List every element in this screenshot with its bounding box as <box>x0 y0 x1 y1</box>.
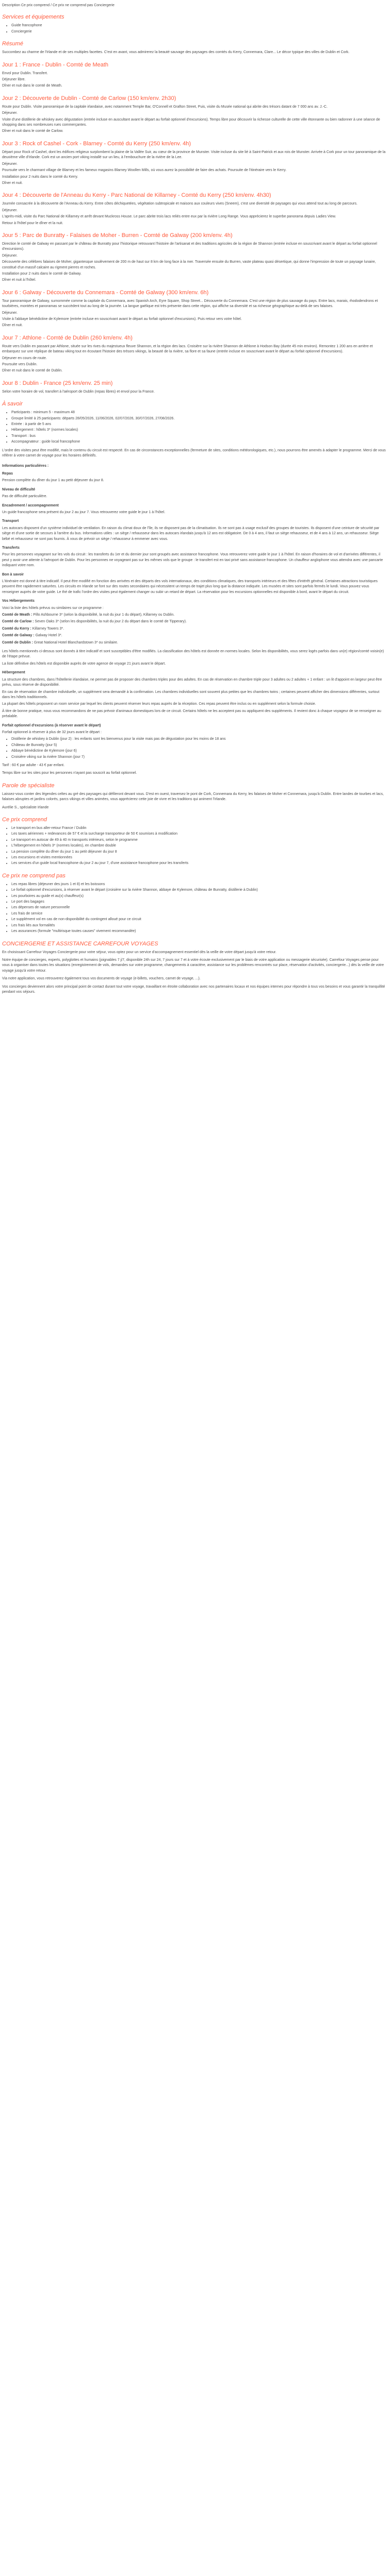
day-paragraph: Visite d'une distillerie de whiskey avec dégustation (entrée incluse en auscultant avant le départ au forfait optionnel d'excursions). Temps libre pour découvrir la richesse culturelle de cette ville étonnante ou bien radonner à une séance de shopping dans ses nombreuses rues commerçantes. <box>2 117 380 127</box>
ne-comprend-title: Ce prix ne comprend pas <box>2 872 66 879</box>
hotel-item <box>2 613 386 618</box>
day-3 <box>2 140 386 186</box>
hotel-region: Comté de Meath : <box>2 613 32 617</box>
list-item: • Conciergerie <box>11 29 386 35</box>
day-paragraph: Direction le comté de Galway en passant par le château de Bunratty pour l'historique retrouvant l'histoire de l'artisanat et des traditions agricoles de la région de Shannon (entrée incluse en souscrivant avant le départ au forfait optionnel d'excursions). <box>2 242 377 251</box>
hotel-text: Pillo Ashbourne 3* (selon la disponibilité, la nuit du jour 1 du départ), Killarney ou Dublin. <box>33 613 175 617</box>
animaux-text: À titre de bonne pratique, nous vous recommandons de ne pas prévoir d'animaux domestiques lors de ce circuit. Certains hôtels ne les acceptent pas ou appliquent des suppléments. Il revient donc à chaque voyageur de se renseigner au préalable. <box>2 709 381 719</box>
infos-block <box>2 471 386 735</box>
day-paragraph: Dîner et nuit dans le comté de Dublin. <box>2 369 63 373</box>
day-paragraph: Déjeuner. <box>2 311 18 315</box>
a-savoir-title: À savoir <box>2 401 23 408</box>
hotel-region: Comté du Kerry : <box>2 626 31 631</box>
list-item: • Croisière viking sur la rivière Shannon (jour 7) <box>11 755 386 760</box>
list-item: • Guide francophone <box>11 23 386 28</box>
hotel-text: Great National Hotel Blanchardstown 3* ou similaire. <box>34 640 118 645</box>
list-item: • Participants : minimum 5 - maximum 48 <box>11 410 386 415</box>
day-4 <box>2 192 386 226</box>
page <box>0 0 391 1003</box>
list-item: • Hébergement : hôtels 3* (normes locales) <box>11 428 386 433</box>
day-title: Jour 2 : Découverte de Dublin - Comté de Carlow (150 km/env. 2h30) <box>2 95 176 101</box>
hebergement-label: Hébergement <box>2 671 25 675</box>
list-item: • Abbaye bénédictine de Kylemore (jour 6) <box>11 749 386 754</box>
conciergerie-text: En choisissant Carrefour Voyages Conciergerie pour votre séjour, vous optez pour un service d'accompagnement essentiel dès la veille de votre départ jusqu'à votre retour. <box>2 950 276 954</box>
info-text: Les autocars disposent d'un système individuel de ventilation. En raison du climat doux de l'île, ils ne disposent pas de la climatisation. Ils ne sont pas à usage exclusif des groupes de touristes. Ils disposent d'une ceinture de sécurité par siège et d'une sortie de secours à l'arrière du bus. Informations utiles : un siège / rehausseur dans les autocars irlandais jusqu'à 12 ans est obligatoire. De 0 à 4 ans, il faut un siège rehausseur, et de 4 ans à 12 ans, un rehausseur. Siège bébé et rehausseur ne sont pas fournis. À vous de prévoir un siège / rehausseur à emmener avec vous. <box>2 526 380 541</box>
description-summary: Description Ce prix comprend / Ce prix ne comprend pas Conciergerie <box>2 4 115 7</box>
day-paragraph: Dîner et nuit à l'hôtel. <box>2 278 36 282</box>
services-title: Services et équipements <box>2 14 64 21</box>
list-item: • Les pourboires au guide et au(x) chauffeur(s) <box>11 894 386 899</box>
day-paragraph: Déjeuner en cours de route. <box>2 356 47 360</box>
day-1 <box>2 61 386 89</box>
list-item: • Les frais de service <box>11 911 386 917</box>
a-savoir-list <box>2 410 386 445</box>
conciergerie-text: Notre équipe de concierges, experts, polyglottes et humains (joignables 7 j/7, disponible 24h sur 24, 7 jours sur 7 et à votre écoute exclusivement par le biais de votre application ou messagerie sécurisée). Carrefour Voyages pense pour vous à organiser dans toutes les situations (enregistrement de vols, demandes sur votre programme, changements à caractère, assistance sur les problèmes rencontrés sur place, réservation d'activités, conciergerie...) dès la veille de votre voyage jusqu'à votre retour. <box>2 958 384 973</box>
list-item: • Les repas libres (déjeuner des jours 1 et 8) et les boissons <box>11 882 386 887</box>
list-item: • Le forfait optionnel d'excursions, à réserver avant le départ (croisière sur la rivière Shannon, abbaye de Kylemore, château de Bunratty, distillerie à Dublin) <box>11 888 386 893</box>
hotel-region: Comté de Galway : <box>2 634 35 638</box>
comprend-title: Ce prix comprend <box>2 817 47 823</box>
info-label: Encadrement / accompagnement <box>2 503 59 507</box>
day-paragraph: Déjeuner. <box>2 111 18 115</box>
day-5 <box>2 232 386 283</box>
forfait-note: Temps libre sur les sites pour les personnes n'ayant pas souscrit au forfait optionnel. <box>2 771 137 775</box>
day-2 <box>2 95 386 134</box>
hotel-text: Killarney Towers 3*. <box>32 626 64 631</box>
day-paragraph: Journée consacrée à la découverte de l'Anneau du Kerry. Entre côtes déchiquetées, végétation subtropicale et maisons aux couleurs vives (Sneem), c'est une diversité de paysages qui vous attend tout au long de parcours. <box>2 202 357 206</box>
day-paragraph: Route pour Dublin. Visite panoramique de la capitale irlandaise, avec notamment Temple Bar, O'Connell et Grafton Street, Puis, visite du Musée national qui abrite des trésors datant de 7 000 ans av. J.-C. <box>2 105 328 109</box>
day-7 <box>2 334 386 374</box>
day-title: Jour 4 : Découverte de l'Anneau du Kerry - Parc National de Killarney - Comté du Kerry (250 km/env. 4h30) <box>2 192 271 199</box>
conciergerie-text: Via notre application, vous retrouverez également tous vos documents de voyage (e-billets, vouchers, carnet de voyage, ...). <box>2 977 201 981</box>
day-paragraph: Installation pour 2 nuits dans le comté du Kerry. <box>2 175 78 179</box>
infos-title: Informations particulières : <box>2 464 49 468</box>
info-label: Niveau de difficulté <box>2 487 36 492</box>
day-paragraph: Installation pour 2 nuits dans le comté de Galway. <box>2 272 82 276</box>
resume-text: Succombez au charme de l'Irlande et de ses multiples facettes. C'est en avant, vous admirerez la beauté sauvage des paysages des comtés du Kerry, Connemara, Clare... Le décor typique des villes de Dublin et Cork. <box>2 50 350 55</box>
day-paragraph: Tour panoramique de Galway, surnommée comme la capitale du Connemara, avec Spanish Arch, Eyre Square, Shop Street... Découverte du Connemara. C'est une région de plus sauvage du pays. Entre lacs, marais, rhododendrons et tourbières, montées et panoramas se succèdent tout au long de la journée. La langue gaélique est très présente dans cette région, qui affiche sa diversité et sa richesse géographique au-delà de ses falaises. <box>2 299 378 309</box>
list-item: • Le supplément vol en cas de non-disponibilité du contingent alloué pour ce circuit <box>11 917 386 922</box>
hotels-note-2: La liste définitive des hôtels est disponible auprès de votre agence de voyage 21 jours avant le départ. <box>2 662 166 666</box>
day-6 <box>2 289 386 329</box>
info-label: Bon à savoir <box>2 572 24 577</box>
ne-comprend-list <box>2 882 386 935</box>
day-paragraph: Dîner et nuit dans le comté de Carlow. <box>2 129 63 133</box>
hotel-text: Seven Oaks 3* (selon les disponibilités, la nuit du jour 2 du départ dans le comté de Tipperary). <box>35 620 187 624</box>
day-8 <box>2 380 386 395</box>
day-paragraph: Découverte des célèbres falaises de Moher, gigantesque soulèvement de 200 m de haut sur 8 km de long face à la mer. Traversée ensuite du Burren, vaste plateau quasi désertique, qui donne l'impression de toute un paysage lunaire, constitué d'un massif calcaire au rigment pierres et roches. <box>2 260 376 269</box>
list-item: • Distillerie de whiskey à Dublin (jour 2) : les enfants sont les bienvenus pour la visite mais pas de dégustation pour les moins de 18 ans <box>11 737 386 742</box>
hotel-item <box>2 633 386 638</box>
list-item: • La pension complète du dîner du jour 1 au petit déjeuner du jour 8 <box>11 850 386 855</box>
list-item: • Château de Bunratty (jour 5) <box>11 743 386 748</box>
day-paragraph: Dîner et nuit. <box>2 324 23 328</box>
list-item: • Groupe limité à 25 participants: départs 28/05/2026, 11/06/2026, 02/07/2026, 30/07/2026, 27/08/2026. <box>11 416 386 421</box>
list-item: • Les dépenses de nature personnelle <box>11 905 386 910</box>
day-paragraph: Dîner et nuit. <box>2 181 23 185</box>
list-item: • Le port des bagages <box>11 900 386 905</box>
hotel-region: Comté de Dublin : <box>2 640 33 645</box>
forfait-tarif: Tarif : 60 € par adulte - 43 € par enfant. <box>2 763 65 767</box>
forfait-list <box>2 737 386 760</box>
hebergement-text: La plupart des hôtels proposent un room service par lequel les clients peuvent réserver leurs repas auprès de la réception. Ces repas peuvent être inclus ou en supplément selon la formule choisie. <box>2 702 316 706</box>
itinerary-note: L'ordre des visites peut être modifié, mais le contenu du circuit est respecté. En cas de circonstances exceptionnelles (fermeture de sites, conditions météorologiques, etc.), nous pourrons être amenés à adapter le programme. Merci de vous référer à votre carnet de voyage pour les horaires définitifs. <box>2 448 386 458</box>
day-title: Jour 6 : Galway - Découverte du Connemara - Comté de Galway (300 km/env. 6h) <box>2 289 209 296</box>
conciergerie-title: CONCIERGERIE ET ASSISTANCE CARREFOUR VOYAGES <box>2 940 158 947</box>
conciergerie-text: Vos concierges deviennent alors votre principal point de contact durant tout votre voyage, travaillant en étroite collaboration avec nos partenaires locaux et nos équipes internes pour répondre à tous vos besoins et vous garantir la tranquillité pendant vos séjours. <box>2 985 385 994</box>
resume-title: Résumé <box>2 41 23 47</box>
info-label: Transport <box>2 519 19 523</box>
info-text: Un guide francophone sera présent du jour 2 au jour 7. Vous retrouverez votre guide le jour 1 à l'hôtel. <box>2 510 166 514</box>
parole-title: Parole de spécialiste <box>2 782 55 789</box>
day-paragraph: L'après-midi, visite du Parc National de Killarney et arrêt devant Muckross House. Le parc abrite trois lacs reliés entre eux par la rivière Long Range. Vous apprécierez le superbe panorama depuis Ladies View. <box>2 215 336 219</box>
list-item: • Les excursions et visites mentionnées <box>11 855 386 860</box>
day-paragraph: Poursuite vers le charmant village de Blarney et les fameux magasins Blarney Woollen Mills, où vous aurez la possibilité de faire des achats. Poursuite de l'itinéraire vers le Kerry. <box>2 168 287 173</box>
hotel-region: Comté de Carlow : <box>2 620 34 624</box>
day-paragraph: Déjeuner. <box>2 162 18 166</box>
day-title: Jour 8 : Dublin - France (25 km/env. 25 min) <box>2 380 113 386</box>
list-item: • Accompagnateur : guide local francophone <box>11 439 386 445</box>
info-text: Voici la liste des hôtels prévus ou similaires sur ce programme : <box>2 606 104 610</box>
hotel-item <box>2 640 386 646</box>
parole-text: Laissez-vous conter des légendes celtes au gré des paysages qui défileront devant vous. D'est en ouest, traversez le pont de Cork, Connemara du Kerry, les falaises de Moher et Connemara, jusqu'à Dublin. Entre landes de tourbes et lacs, falaises abruptes et jardins colorés, parcs vikings et villes animées, vous apprécierez cette joie de vivre et les traditions qui animent l'Irlande. <box>2 792 384 802</box>
day-title: Jour 1 : France - Dublin - Comté de Meath <box>2 61 109 68</box>
day-title: Jour 7 : Athlone - Comté de Dublin (260 km/env. 4h) <box>2 334 133 341</box>
day-paragraph: Poursuite vers Dublin. <box>2 363 38 367</box>
day-paragraph: Déjeuner libre. <box>2 78 26 82</box>
hotels-note: Les hôtels mentionnés ci-dessus sont donnés à titre indicatif et sont susceptibles d'être modifiés. La classification des hôtels est donnée en normes locales. Selon les disponibilités, vous serez logés parfois dans un(e) région/comté voisin(e) de l'étape prévue. <box>2 650 384 659</box>
list-item: • Les frais liés aux formalités <box>11 923 386 928</box>
day-paragraph: Visite à l'abbaye bénédictine de Kylemore (entrée incluse en souscrivant avant le départ au forfait optionnel d'excursions). Puis retour vers votre hôtel. <box>2 317 242 321</box>
list-item: • Les services d'un guide local francophone du jour 2 au jour 7, d'une assistance francophone pour les transferts <box>11 861 386 866</box>
list-item: • L'hébergement en hôtels 3* (normes locales), en chambre double <box>11 843 386 849</box>
hebergement-text: La structure des chambres, dans l'hôtellerie irlandaise, ne permet pas de proposer des chambres triples pour des adultes. En cas de réservation en chambre triple pour 3 adultes ou 2 adultes + 1 enfant : un lit d'appoint en largeur peut être prévu, sous réserve de disponibilité. <box>2 677 382 687</box>
hotel-item <box>2 619 386 624</box>
forfait-intro: Forfait optionnel à réserver à plus de 32 jours avant le départ : <box>2 730 102 734</box>
info-text: Pension complète du dîner du jour 1 au petit déjeuner du jour 8. <box>2 479 104 483</box>
day-paragraph: Selon votre horaire de vol, transfert à l'aéroport de Dublin (repas libres) et envol pour la France. <box>2 389 155 394</box>
parole-author: Aurélie S., spécialiste Irlande <box>2 805 49 809</box>
info-text: Pour les personnes voyageant sur les vols du circuit : les transferts du 1er et du dernier jour sont groupés avec assistance francophone. Vous retrouverez votre guide le jour 1 à l'hôtel. En raison d'horaires de vol et d'arrivées différentes, il peut y avoir une attente à l'aéroport de Dublin. Pour les personnes ne voyageant pas sur les mêmes vols que le groupe : le transfert est en taxi privé sans assistance francophone. Un chauffeur anglophone vous attendra avec une pancarte indiquant votre nom. <box>2 553 383 568</box>
list-item: • Transport : bus <box>11 434 386 439</box>
day-paragraph: Envol pour Dublin. Transfert. <box>2 71 48 75</box>
info-text: Pas de difficulté particulière. <box>2 495 47 499</box>
list-item: • Les assurances (formule "multirisque toutes causes" vivement recommandée) <box>11 929 386 934</box>
forfait-label: Forfait optionnel d'excursions (à réserver avant le départ) <box>2 723 101 727</box>
list-item: • Entrée : à partir de 5 ans <box>11 422 386 427</box>
day-paragraph: Déjeuner. <box>2 208 18 212</box>
info-label: Vos Hébergements <box>2 599 35 603</box>
list-item: • Les taxes aériennes + redevances de 57 € et la surcharge transporteur de 50 € soumises à modification <box>11 832 386 837</box>
day-title: Jour 5 : Parc de Bunratty - Falaises de Moher - Burren - Comté de Galway (200 km/env. 4h) <box>2 232 233 239</box>
day-title: Jour 3 : Rock of Cashel - Cork - Blarney - Comté du Kerry (250 km/env. 4h) <box>2 140 191 147</box>
day-paragraph: Départ pour Rock of Cashel, dont les édifices religieux surplombent la plaine de la Vallée Suir, au cœur de la province de Munster. Visite incluse du site lié à Saint-Patrick et aux rois de Munster. Arrivée à Cork pour un tour panoramique de la deuxième ville d'Irlande. Cork est un ancien port viking installé sur un lieu, à l'embouchure de la rivière de la Lee. <box>2 150 386 160</box>
hotel-item <box>2 626 386 632</box>
hebergement-text: En cas de réservation de chambre individuelle, un supplément sera demandé à la confirmation. Les chambres individuelles sont souvent plus petites que les chambres twins ; certaines peuvent afficher des dimensions différentes, surtout dans les hôtels traditionnels. <box>2 690 380 699</box>
comprend-list <box>2 826 386 867</box>
info-label: Transferts <box>2 546 20 550</box>
list-item: • Le transport en autocar de 49 à 40 m transports intérieurs, selon le programme <box>11 838 386 843</box>
services-list <box>2 23 386 35</box>
hotel-text: Galway Hotel 3*. <box>35 634 62 638</box>
day-paragraph: Retour à l'hôtel pour le dîner et la nuit. <box>2 221 63 225</box>
day-paragraph: Déjeuner. <box>2 253 18 258</box>
list-item: • Le transport en bus aller-retour France / Dublin <box>11 826 386 831</box>
day-paragraph: Route vers Dublin en passant par Athlone, située sur les rives du majestueux fleuve Shannon, et la région des lacs. Croisière sur la rivière Shannon de Athlone à Hodson Bay (durée 45 min environ). Remontez 1 200 ans en arrière et embarquez sur une réplique de bateau viking tout en écoutant l'histoire des trésors vikings, la beauté de la rivière, sa flore et sa faune (entrée incluse en souscrivant avant le départ au forfait optionnel d'excursions). <box>2 344 373 354</box>
info-text: L'itinéraire est donné à titre indicatif. Il peut être modifié en fonction des arrivées et des départs des vols internationaux, des conditions climatiques, des transports intérieurs et des fêtes d'intérêt général. Certaines attractions touristiques peuvent être rapidement saturées. Les circuits en Irlande se font sur des routes secondaires qui nécessitent un temps de trajet plus long que la distance indiquée. Les musées et sites sont parfois fermés le lundi. Vous pouvez vous renseigner auprès de votre guide. Le thé de trafic l'ordre des visites peut également changer ou subir un retard de départ. La réservation pour les excursions optionnelles est disponible à bord, avant le départ du circuit. <box>2 580 378 594</box>
info-label: Repas <box>2 471 13 476</box>
day-paragraph: Dîner et nuit dans le comté de Meath. <box>2 84 62 88</box>
